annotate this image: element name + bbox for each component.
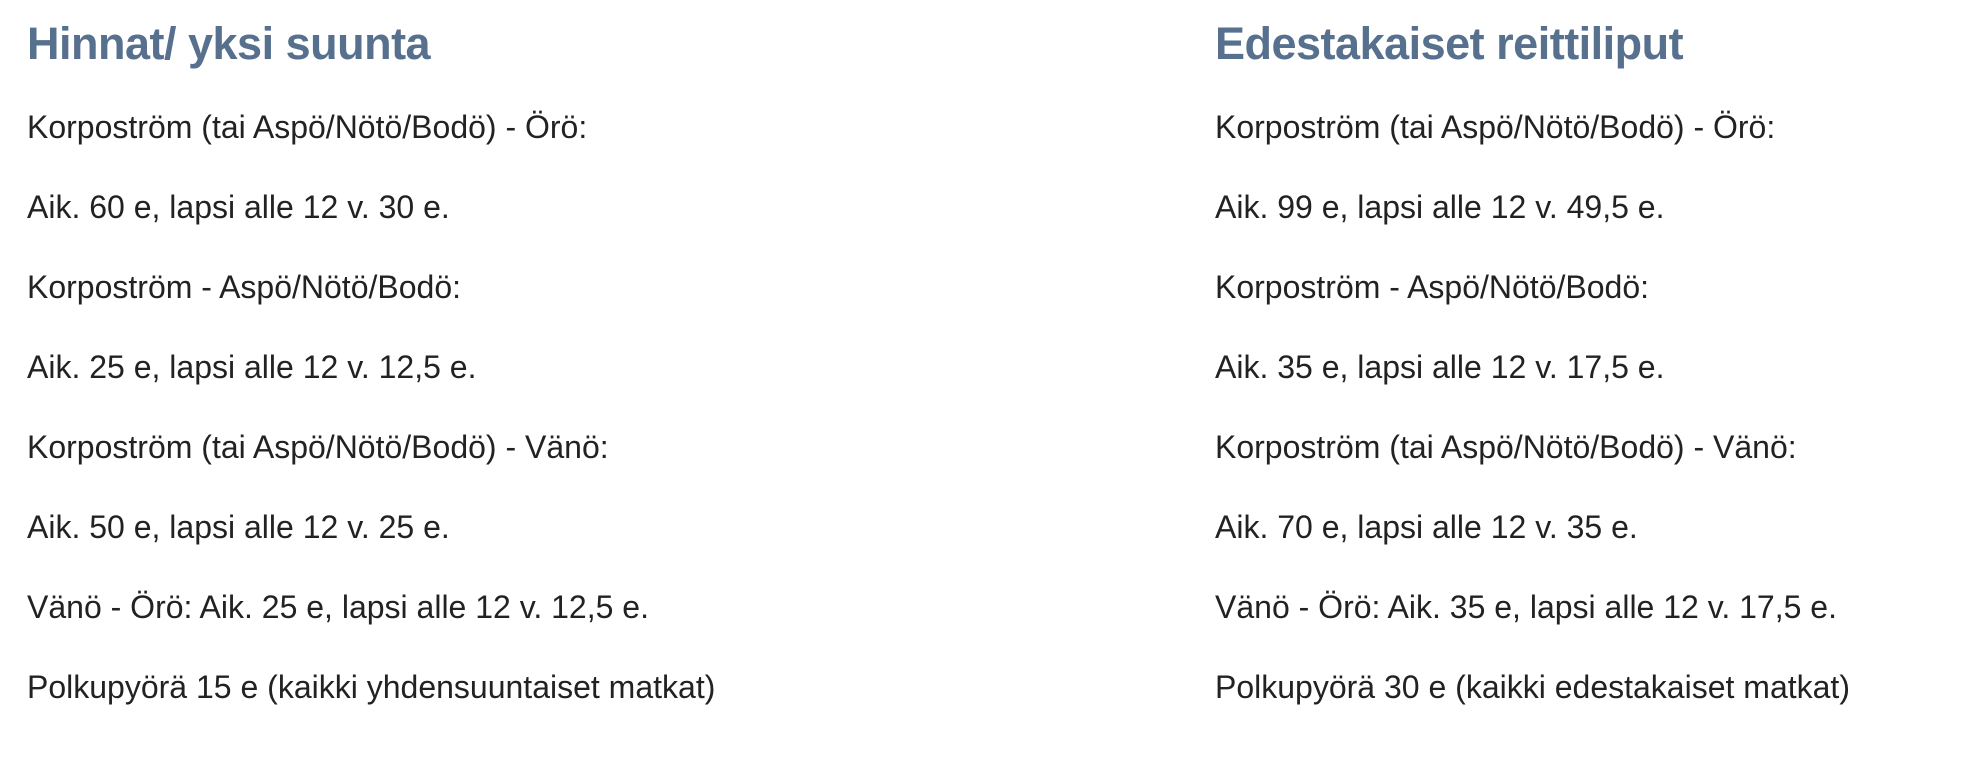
- bicycle-price: Polkupyörä 30 e (kaikki edestakaiset matkat): [1215, 669, 1850, 705]
- route-orö-label: Korpoström (tai Aspö/Nötö/Bodö) - Örö:: [1215, 109, 1776, 145]
- route-vano-price: Aik. 70 e, lapsi alle 12 v. 35 e.: [1215, 509, 1638, 545]
- round-trip-prices-heading: Edestakaiset reittiliput: [1215, 18, 1684, 69]
- bicycle-price: Polkupyörä 15 e (kaikki yhdensuuntaiset matkat): [27, 669, 716, 705]
- round-trip-prices-list: [1215, 111, 1968, 703]
- route-orö-label: Korpoström (tai Aspö/Nötö/Bodö) - Örö:: [27, 109, 588, 145]
- one-way-prices-section: [27, 12, 927, 751]
- route-vano-label: Korpoström (tai Aspö/Nötö/Bodö) - Vänö:: [27, 429, 609, 465]
- route-aspo-price: Aik. 25 e, lapsi alle 12 v. 12,5 e.: [27, 349, 477, 385]
- one-way-prices-list: [27, 111, 927, 703]
- route-orö-price: Aik. 99 e, lapsi alle 12 v. 49,5 e.: [1215, 189, 1665, 225]
- route-vano-price: Aik. 50 e, lapsi alle 12 v. 25 e.: [27, 509, 450, 545]
- route-orö-price: Aik. 60 e, lapsi alle 12 v. 30 e.: [27, 189, 450, 225]
- one-way-prices-heading: Hinnat/ yksi suunta: [27, 18, 431, 69]
- round-trip-prices-section: [1215, 12, 1968, 751]
- route-vano-oro-price: Vänö - Örö: Aik. 25 e, lapsi alle 12 v. 12,5 e.: [27, 589, 649, 625]
- route-vano-label: Korpoström (tai Aspö/Nötö/Bodö) - Vänö:: [1215, 429, 1797, 465]
- route-vano-oro-price: Vänö - Örö: Aik. 35 e, lapsi alle 12 v. 17,5 e.: [1215, 589, 1837, 625]
- route-aspo-label: Korpoström - Aspö/Nötö/Bodö:: [1215, 269, 1649, 305]
- route-aspo-label: Korpoström - Aspö/Nötö/Bodö:: [27, 269, 461, 305]
- route-aspo-price: Aik. 35 e, lapsi alle 12 v. 17,5 e.: [1215, 349, 1665, 385]
